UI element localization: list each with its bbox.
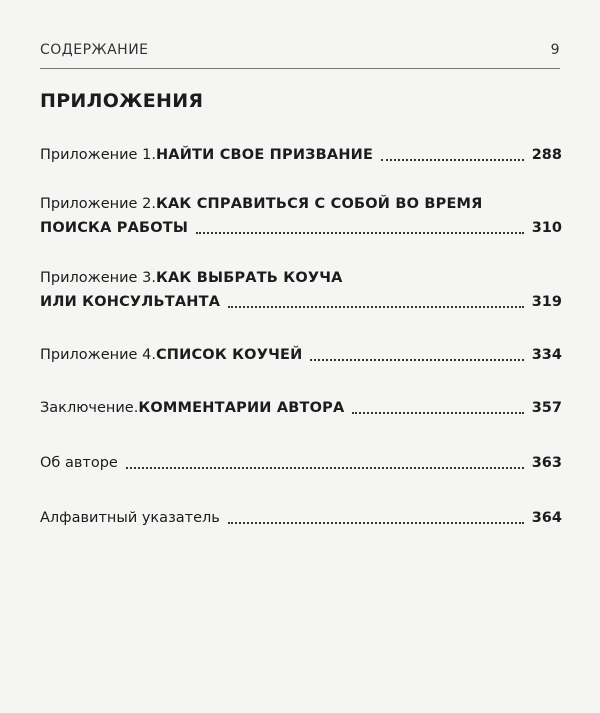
toc-entry-title: СПИСОК КОУЧЕЙ xyxy=(155,347,303,363)
toc-entry-title: НАЙТИ СВОЕ ПРИЗВАНИЕ xyxy=(155,147,374,163)
dot-leader xyxy=(228,522,524,524)
section-title: ПРИЛОЖЕНИЯ xyxy=(40,90,204,112)
toc-entry-page: 334 xyxy=(531,347,562,363)
dot-leader xyxy=(126,467,524,469)
dot-leader xyxy=(310,359,523,361)
running-header xyxy=(40,40,560,60)
toc-entry-prefix: Алфавитный указатель xyxy=(40,510,220,526)
toc-entry-page: 288 xyxy=(531,147,562,163)
toc-entry-prefix: Заключение. xyxy=(40,400,139,416)
toc-entry-index[interactable] xyxy=(40,506,562,530)
header-rule xyxy=(40,68,560,69)
toc-entry-conclusion[interactable] xyxy=(40,396,562,420)
toc-entry-appendix-4[interactable] xyxy=(40,343,562,367)
dot-leader xyxy=(381,159,524,161)
toc-entry-page: 363 xyxy=(531,455,562,471)
toc-entry-appendix-2[interactable] xyxy=(40,192,562,240)
toc-entry-about-author[interactable] xyxy=(40,451,562,475)
toc-entry-prefix: Приложение 2. xyxy=(40,196,156,212)
toc-entry-page: 364 xyxy=(531,510,562,526)
toc-entry-page: 319 xyxy=(531,294,562,310)
page-number: 9 xyxy=(550,42,560,58)
toc-entry-appendix-3[interactable] xyxy=(40,266,562,314)
toc-entry-page: 357 xyxy=(531,400,562,416)
dot-leader xyxy=(352,412,523,414)
toc-entry-appendix-1[interactable] xyxy=(40,143,562,167)
toc-entry-title: КОММЕНТАРИИ АВТОРА xyxy=(138,400,345,416)
toc-entry-title-continued: ИЛИ КОНСУЛЬТАНТА xyxy=(40,294,221,310)
toc-entry-title: КАК СПРАВИТЬСЯ С СОБОЙ ВО ВРЕМЯ xyxy=(155,196,483,212)
toc-entry-title: КАК ВЫБРАТЬ КОУЧА xyxy=(155,270,343,286)
toc-entry-prefix: Приложение 1. xyxy=(40,147,156,163)
dot-leader xyxy=(196,232,524,234)
toc-entry-title-continued: ПОИСКА РАБОТЫ xyxy=(40,220,189,236)
toc-entry-prefix: Об авторе xyxy=(40,455,118,471)
running-title: СОДЕРЖАНИЕ xyxy=(40,42,149,58)
toc-entry-page: 310 xyxy=(531,220,562,236)
toc-entry-prefix: Приложение 3. xyxy=(40,270,156,286)
toc-entry-prefix: Приложение 4. xyxy=(40,347,156,363)
dot-leader xyxy=(228,306,524,308)
